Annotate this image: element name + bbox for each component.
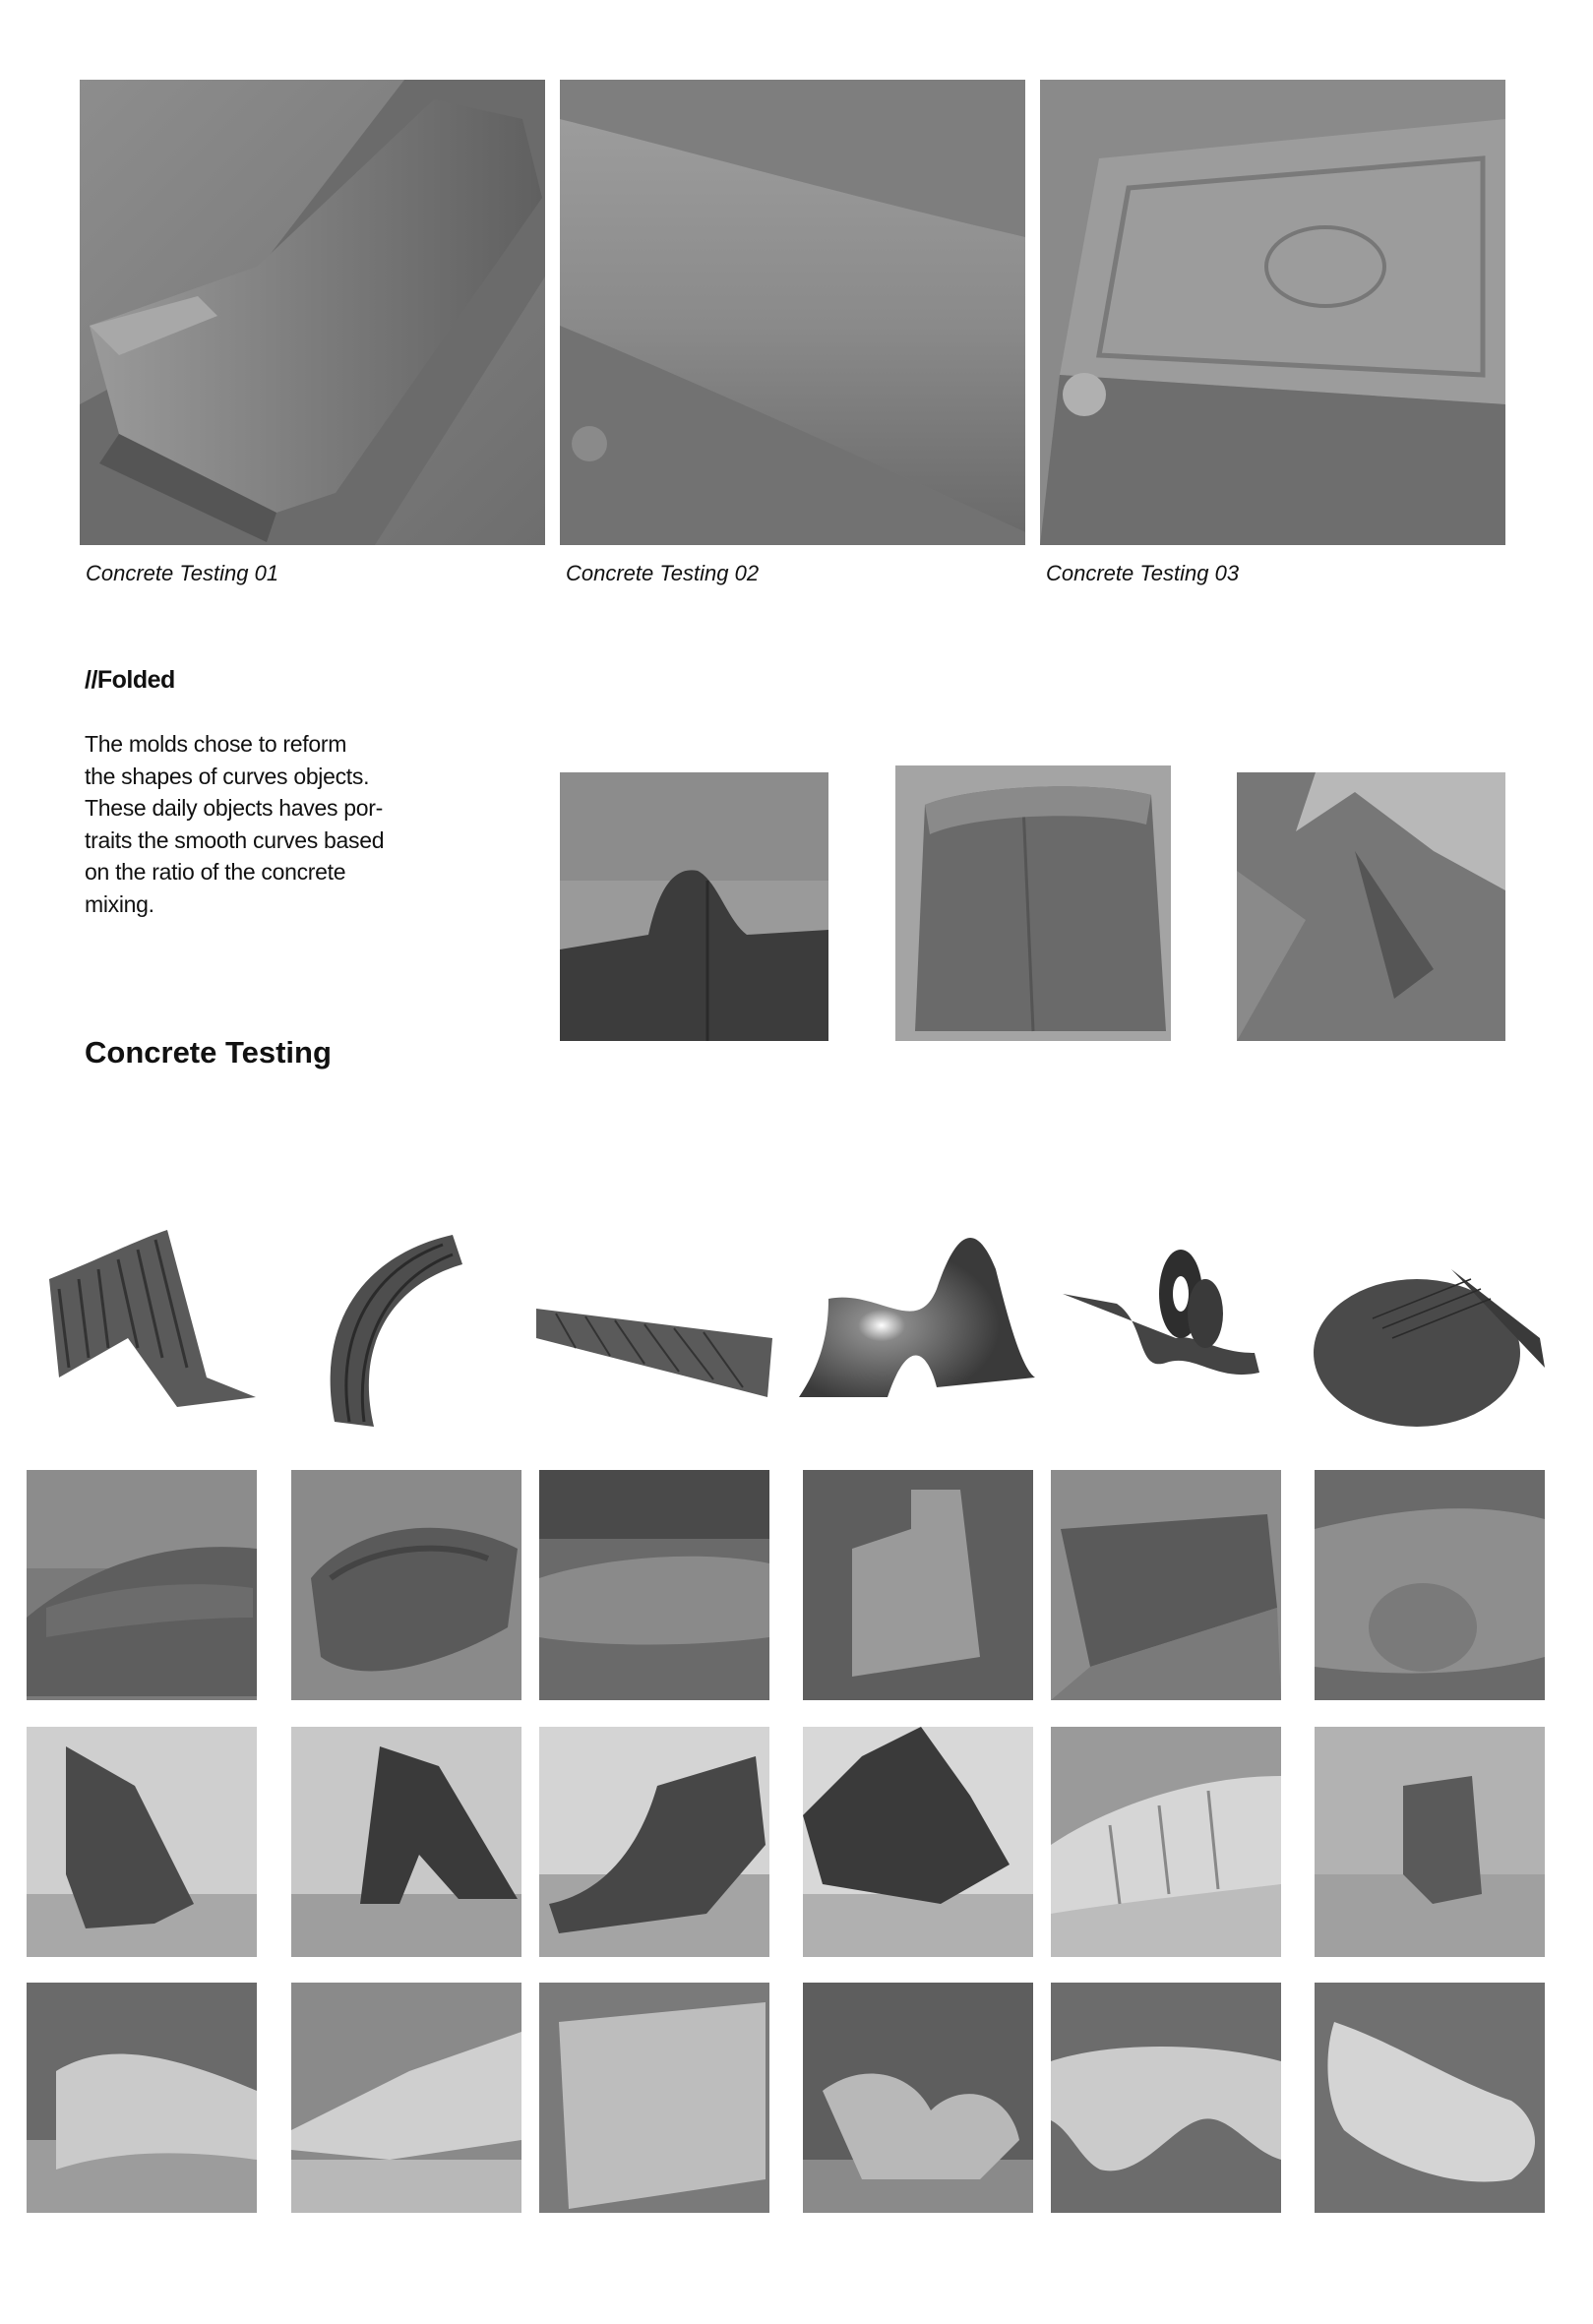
caption-03: Concrete Testing 03 bbox=[1046, 561, 1240, 585]
grid-photo-r3-c3 bbox=[539, 1983, 769, 2213]
grid-photo-r3-c2 bbox=[291, 1983, 521, 2213]
folded-photo-01 bbox=[560, 772, 828, 1041]
grid-photo-r1-c2 bbox=[291, 1470, 521, 1700]
grid-photo-r2-c3 bbox=[539, 1727, 769, 1957]
grid-photo-r3-c4 bbox=[803, 1983, 1033, 2213]
render-06 bbox=[1314, 1259, 1545, 1432]
description-line: traits the smooth curves based bbox=[85, 826, 385, 853]
caption-01: Concrete Testing 01 bbox=[86, 561, 279, 585]
grid-photo-r1-c4 bbox=[803, 1470, 1033, 1700]
grid-photo-r1-c6 bbox=[1315, 1470, 1545, 1700]
section-title: Concrete Testing bbox=[85, 1035, 332, 1070]
render-04 bbox=[799, 1230, 1035, 1407]
grid-photo-r1-c1 bbox=[27, 1470, 257, 1700]
folded-photo-02 bbox=[895, 765, 1171, 1041]
render-02 bbox=[305, 1225, 482, 1432]
folded-photo-03 bbox=[1237, 772, 1505, 1041]
grid-photo-r2-c5 bbox=[1051, 1727, 1281, 1957]
render-03 bbox=[536, 1299, 772, 1407]
description-line: These daily objects haves por- bbox=[85, 795, 383, 821]
concrete-test-photo-03 bbox=[1040, 80, 1505, 545]
folded-description bbox=[85, 728, 409, 920]
grid-photo-r2-c2 bbox=[291, 1727, 521, 1957]
grid-photo-r2-c1 bbox=[27, 1727, 257, 1957]
description-line: The molds chose to reform bbox=[85, 731, 347, 757]
grid-photo-r3-c1 bbox=[27, 1983, 257, 2213]
grid-photo-r1-c5 bbox=[1051, 1470, 1281, 1700]
caption-02: Concrete Testing 02 bbox=[566, 561, 760, 585]
render-05 bbox=[1058, 1245, 1264, 1392]
concrete-test-photo-02 bbox=[560, 80, 1025, 545]
grid-photo-r2-c6 bbox=[1315, 1727, 1545, 1957]
grid-photo-r3-c5 bbox=[1051, 1983, 1281, 2213]
render-01 bbox=[39, 1220, 266, 1417]
description-line: mixing. bbox=[85, 890, 154, 917]
grid-photo-r3-c6 bbox=[1315, 1983, 1545, 2213]
description-line: the shapes of curves objects. bbox=[85, 763, 370, 789]
concrete-test-photo-01 bbox=[80, 80, 545, 545]
grid-photo-r1-c3 bbox=[539, 1470, 769, 1700]
grid-photo-r2-c4 bbox=[803, 1727, 1033, 1957]
folded-heading: //Folded bbox=[85, 666, 175, 694]
description-line: on the ratio of the concrete bbox=[85, 859, 346, 885]
